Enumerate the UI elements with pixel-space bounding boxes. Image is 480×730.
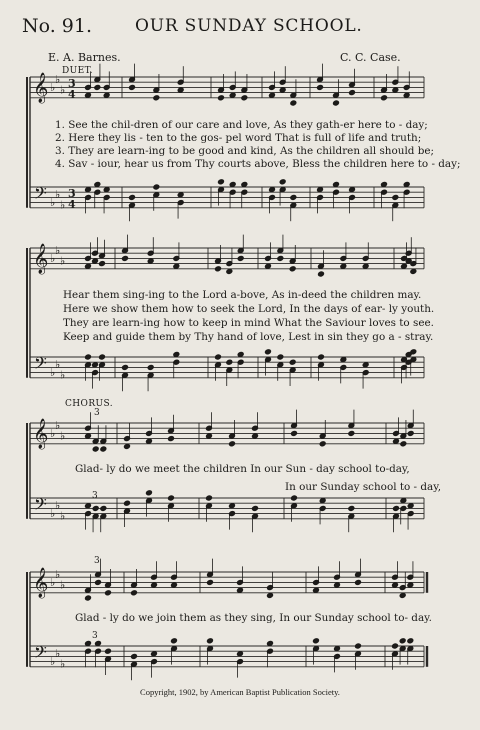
note-head	[252, 433, 259, 439]
flat-icon: ♭	[55, 73, 61, 86]
verse-line-2: 2. Here they lis - ten to the gos- pel word That is full of life and truth;	[55, 132, 422, 144]
flat-icon: ♭	[50, 426, 56, 440]
note-head	[241, 95, 248, 101]
note-head	[122, 364, 129, 370]
time-signature: 4	[68, 198, 76, 211]
note-head	[173, 351, 180, 357]
note-head	[147, 364, 154, 370]
note-head	[92, 258, 99, 264]
note-head	[237, 587, 244, 593]
duet-label: DUET.	[62, 66, 93, 76]
flat-icon: ♭	[50, 655, 56, 668]
flat-icon: ♭	[60, 83, 66, 97]
note-head	[393, 505, 400, 511]
flat-icon: ♭	[60, 198, 66, 212]
note-head	[99, 261, 106, 267]
note-head	[129, 84, 136, 90]
note-head	[334, 582, 341, 588]
note-head	[85, 595, 92, 601]
note-head	[168, 495, 175, 501]
note-head	[348, 430, 355, 436]
triplet-mark: 3	[92, 491, 99, 501]
note-head	[392, 582, 399, 588]
note-head	[131, 653, 138, 659]
note-head	[318, 271, 325, 277]
time-signature: 3	[68, 187, 76, 200]
chorus-lyric-2: Glad - ly do we join them as they sing, In our Sunday school to- day.	[75, 612, 432, 624]
time-signature: 3	[68, 77, 76, 90]
note-head	[403, 181, 410, 187]
triplet-mark: 3	[94, 408, 101, 418]
note-head	[85, 640, 92, 646]
note-head	[317, 187, 324, 193]
note-head	[319, 498, 326, 504]
verse2-line-1: Hear them sing-ing to the Lord a-bove, As in-deed the children may.	[63, 289, 422, 301]
note-head	[229, 441, 236, 447]
note-head	[85, 263, 92, 269]
flat-icon: ♭	[60, 657, 66, 671]
note-head	[407, 582, 414, 588]
note-head	[277, 255, 284, 261]
treble-clef-icon: 𝄞	[33, 568, 49, 598]
note-head	[399, 592, 406, 598]
note-head	[267, 640, 274, 646]
note-head	[85, 354, 92, 360]
flat-icon: ♭	[60, 429, 66, 443]
note-head	[85, 187, 92, 193]
bass-clef-icon: 𝄢	[34, 642, 47, 666]
note-head	[313, 587, 320, 593]
note-head	[289, 266, 296, 272]
flat-icon: ♭	[55, 358, 61, 372]
note-head	[95, 640, 102, 646]
note-head	[92, 446, 99, 452]
note-head	[229, 503, 236, 509]
note-head	[407, 638, 414, 644]
note-head	[362, 263, 369, 269]
hymn-title: OUR SUNDAY SCHOOL.	[135, 16, 363, 36]
note-head	[267, 592, 274, 598]
note-head	[151, 651, 158, 657]
note-head	[173, 263, 180, 269]
note-head	[206, 433, 213, 439]
note-head	[289, 359, 296, 365]
flat-icon: ♭	[55, 419, 61, 432]
note-head	[392, 87, 399, 93]
note-head	[407, 430, 414, 436]
note-head	[218, 179, 225, 185]
note-head	[92, 505, 99, 511]
note-head	[94, 84, 101, 90]
note-head	[290, 194, 297, 200]
note-head	[319, 441, 326, 447]
note-head	[100, 446, 107, 452]
note-head	[151, 582, 158, 588]
note-head	[355, 579, 362, 585]
note-head	[362, 362, 369, 368]
note-head	[340, 263, 347, 269]
note-head	[241, 181, 248, 187]
chorus-label: CHORUS.	[65, 399, 113, 409]
treble-clef-icon: 𝄞	[33, 419, 49, 449]
note-head	[85, 92, 92, 98]
flat-icon: ♭	[50, 366, 56, 379]
note-head	[279, 87, 286, 93]
note-head	[333, 100, 340, 106]
note-head	[393, 438, 400, 444]
note-head	[129, 194, 136, 200]
note-head	[226, 268, 233, 274]
note-head	[100, 505, 107, 511]
note-head	[122, 255, 129, 261]
flat-icon: ♭	[55, 568, 61, 581]
note-head	[153, 95, 160, 101]
note-head	[177, 192, 184, 198]
bass-clef-icon: 𝄢	[34, 494, 47, 518]
note-head	[349, 187, 356, 193]
note-head	[349, 90, 356, 96]
time-signature: 4	[68, 88, 76, 101]
note-head	[131, 590, 138, 596]
note-head	[313, 638, 320, 644]
note-head	[318, 354, 325, 360]
note-head	[340, 357, 347, 363]
note-head	[103, 187, 110, 193]
flat-icon: ♭	[60, 254, 66, 268]
note-head	[92, 362, 99, 368]
note-head	[269, 187, 276, 193]
note-head	[229, 92, 236, 98]
flat-icon: ♭	[60, 509, 66, 523]
note-head	[229, 181, 236, 187]
note-head	[124, 443, 131, 449]
triplet-mark: 3	[94, 556, 101, 566]
note-head	[237, 651, 244, 657]
note-head	[147, 258, 154, 264]
treble-clef-icon: 𝄞	[33, 73, 49, 103]
flat-icon: ♭	[55, 499, 61, 513]
note-head	[237, 255, 244, 261]
note-head	[124, 500, 131, 506]
note-head	[153, 184, 160, 190]
note-head	[400, 441, 407, 447]
flat-icon: ♭	[55, 647, 61, 661]
flat-icon: ♭	[50, 251, 56, 265]
note-head	[348, 505, 355, 511]
note-head	[317, 84, 324, 90]
note-head	[403, 92, 410, 98]
note-head	[215, 266, 222, 272]
note-head	[290, 100, 297, 106]
note-head	[400, 498, 407, 504]
note-head	[146, 438, 153, 444]
note-head	[381, 181, 388, 187]
note-head	[215, 354, 222, 360]
note-head	[177, 87, 184, 93]
flat-icon: ♭	[55, 244, 61, 257]
flat-icon: ♭	[60, 368, 66, 382]
note-head	[99, 354, 106, 360]
note-head	[291, 495, 298, 501]
flat-icon: ♭	[50, 507, 56, 520]
flat-icon: ♭	[50, 196, 56, 209]
note-head	[407, 503, 414, 509]
note-head	[410, 268, 417, 274]
note-head	[252, 505, 259, 511]
note-head	[334, 646, 341, 652]
note-head	[168, 436, 175, 442]
note-head	[105, 648, 112, 654]
note-head	[237, 351, 244, 357]
note-head	[146, 490, 153, 496]
treble-clef-icon: 𝄞	[33, 244, 49, 274]
note-head	[401, 263, 408, 269]
composer-credit: C. C. Case.	[340, 51, 401, 64]
chorus-bass-echo: In our Sunday school to - day,	[285, 481, 442, 493]
triplet-mark: 3	[92, 631, 99, 641]
note-head	[333, 181, 340, 187]
note-head	[291, 430, 298, 436]
verse-line-3: 3. They are learn-ing to be good and kind, As the children all should be;	[55, 145, 435, 157]
note-head	[410, 349, 417, 355]
chorus-lyric-1: Glad- ly do we meet the children In our Sun - day school to-day,	[75, 463, 410, 475]
verse-line-1: 1. See the chil-dren of our care and love, As they gath-er here to - day;	[55, 119, 428, 131]
hymn-number: No. 91.	[22, 15, 93, 37]
note-head	[277, 354, 284, 360]
note-head	[207, 579, 214, 585]
note-head	[94, 181, 101, 187]
note-head	[392, 194, 399, 200]
flat-icon: ♭	[55, 188, 61, 202]
bass-clef-icon: 𝄢	[34, 353, 47, 377]
bass-clef-icon: 𝄢	[34, 183, 47, 207]
note-head	[355, 643, 362, 649]
verse2-line-4: Keep and guide them by Thy hand of love, Lest in sin they go a - stray.	[63, 331, 434, 343]
note-head	[392, 643, 399, 649]
verse2-line-3: They are learn-ing how to keep in mind What the Saviour loves to see.	[63, 317, 434, 329]
note-head	[206, 495, 213, 501]
flat-icon: ♭	[50, 80, 56, 94]
verse2-line-2: Here we show them how to seek the Lord, In the days of ear- ly youth.	[63, 303, 435, 315]
note-head	[381, 95, 388, 101]
flat-icon: ♭	[60, 578, 66, 592]
note-head	[269, 92, 276, 98]
note-head	[171, 582, 178, 588]
note-head	[95, 579, 102, 585]
note-head	[265, 263, 272, 269]
author-credit: E. A. Barnes.	[48, 51, 121, 64]
note-head	[218, 95, 225, 101]
note-head	[85, 503, 92, 509]
verse-line-4: 4. Sav - iour, hear us from Thy courts above, Bless the children here to - day;	[55, 158, 461, 170]
note-head	[226, 359, 233, 365]
copyright-notice: Copyright, 1902, by American Baptist Publication Society.	[140, 687, 340, 697]
note-head	[207, 638, 214, 644]
note-head	[85, 433, 92, 439]
note-head	[103, 92, 110, 98]
note-head	[399, 638, 406, 644]
note-head	[105, 590, 112, 596]
note-head	[171, 638, 178, 644]
note-head	[279, 179, 286, 185]
note-head	[265, 349, 272, 355]
flat-icon: ♭	[50, 575, 56, 589]
